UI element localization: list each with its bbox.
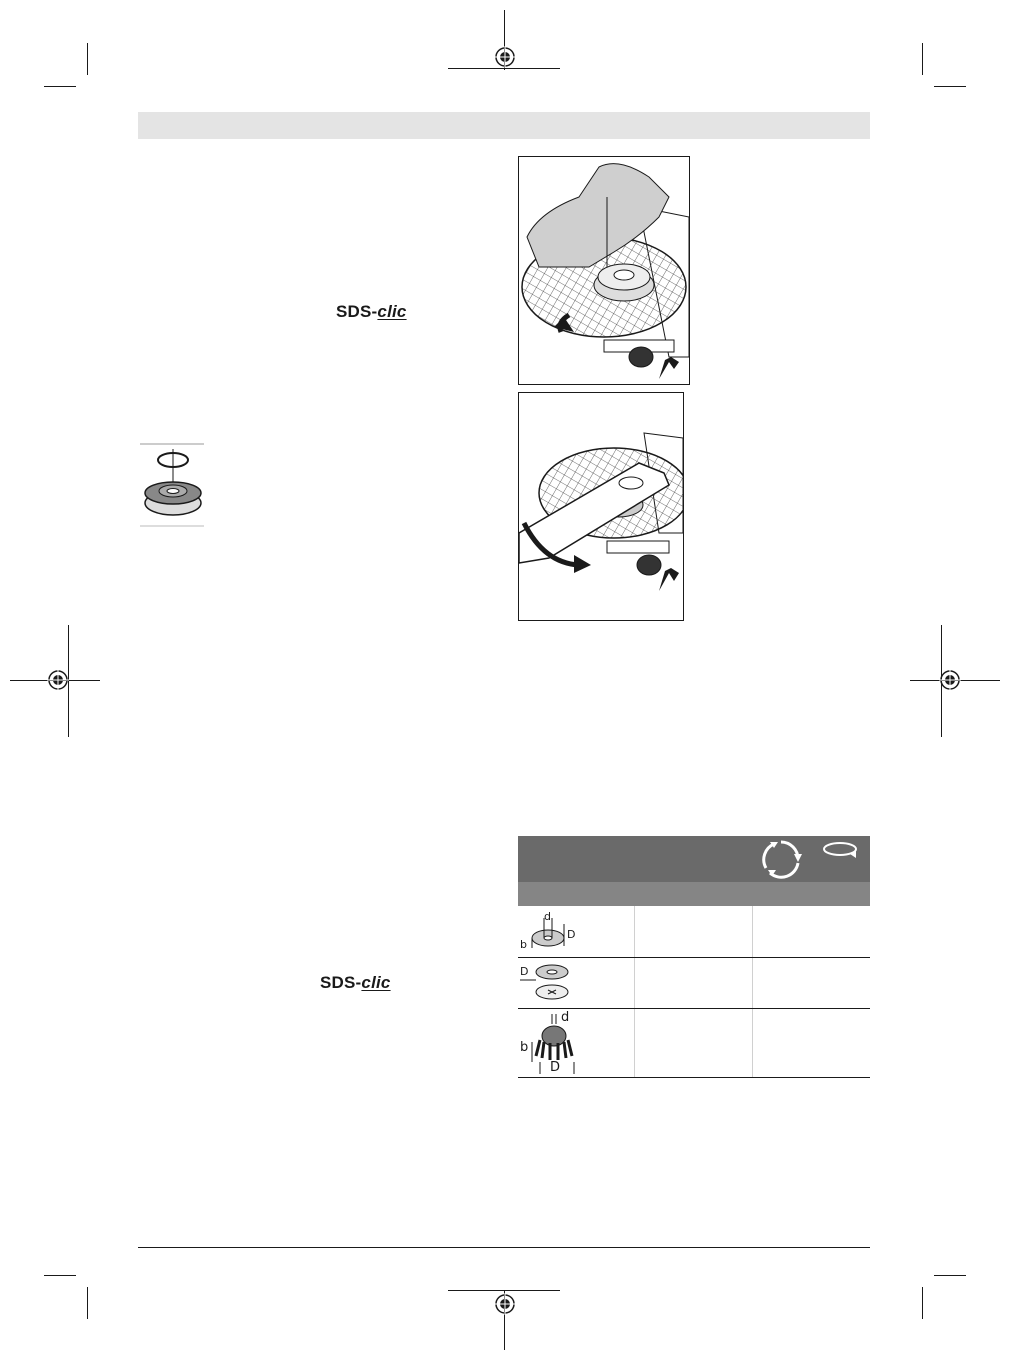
table-header — [518, 836, 870, 882]
page-header-bar — [138, 112, 870, 139]
quick-clamping-nut-illustration — [140, 443, 206, 527]
rotation-arrows-icon — [760, 838, 802, 880]
sds-clic-logo: SDS-clic — [336, 302, 407, 321]
rotation-direction-icon — [820, 838, 860, 860]
table-row-divider — [518, 1077, 870, 1078]
registration-mark-icon — [494, 46, 516, 68]
registration-mark-icon — [939, 669, 961, 691]
figure-disc-mounting-hand — [518, 156, 690, 385]
dimension-label: b — [520, 1040, 529, 1055]
registration-mark-icon — [494, 1293, 516, 1315]
dimension-label: D — [550, 1060, 561, 1075]
table-row-divider — [518, 957, 870, 958]
sds-clic-logo: SDS-clic — [320, 973, 391, 992]
dimension-label: d — [544, 910, 551, 923]
page-footer-rule — [138, 1247, 870, 1248]
dimension-label: b — [520, 938, 527, 951]
registration-mark-icon — [47, 669, 69, 691]
table-row-divider — [518, 1008, 870, 1009]
dimension-label: d — [561, 1010, 570, 1025]
dimension-label: D — [520, 965, 529, 978]
dimension-label: D — [567, 928, 576, 941]
table-subheader — [518, 882, 870, 906]
figure-disc-mounting-wrench — [518, 392, 684, 621]
column-divider — [752, 906, 753, 1078]
column-divider — [634, 906, 635, 1078]
